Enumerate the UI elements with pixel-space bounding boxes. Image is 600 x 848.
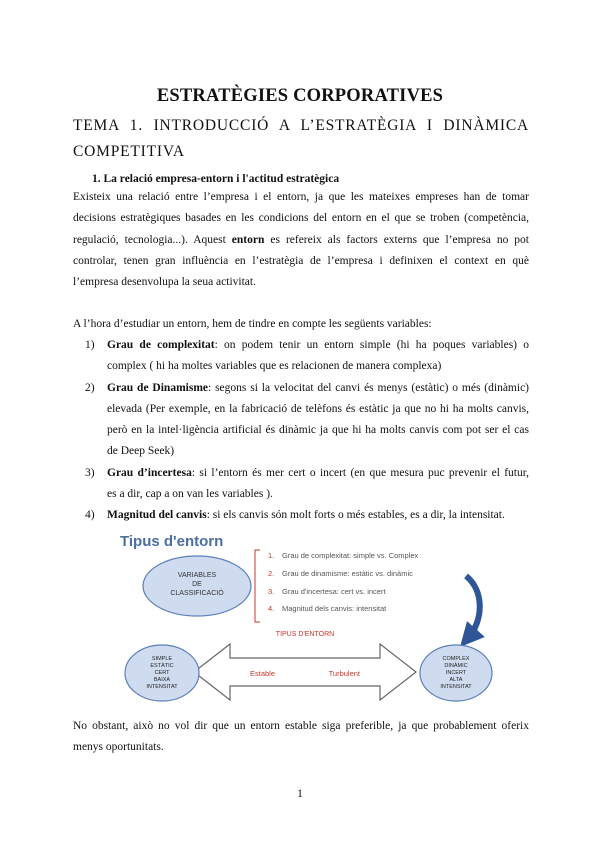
document-title: ESTRATÈGIES CORPORATIVES [156, 86, 444, 106]
svg-text:4.: 4. [268, 604, 275, 613]
arrow-title: TIPUS D'ENTORN [275, 631, 335, 638]
list-item: 4) Magnitud del canvis: si els canvis són molt forts o més estables, es a dir, la intensitat. [85, 509, 505, 522]
svg-text:Grau de dinamisme: estàtic vs.: Grau de dinamisme: estàtic vs. dinàmic [282, 569, 413, 578]
ellipse-label: VARIABLES [177, 572, 217, 579]
list-item: 2) Grau de Dinamisme: segons si la velocitat del canvi és menys (estàtic) o més (dinàmic) elevada (Per exemple, en la fabricació de telèfons és estàtic ja que no hi ha molts canvis, però en la intel·ligència artificial és dinàmic ja que hi ha molts canvis com pot ser el cas de Deep Seek) [85, 381, 529, 458]
paragraph-line: controlar, tenen gran influència en l’estratègia de l’empresa i definixen el context en què [73, 254, 529, 267]
svg-text:BAIXA: BAIXA [153, 677, 171, 683]
paragraph-line: Existeix una relació entre l’empresa i el entorn, ja que les mateixes empreses han de tomar [73, 191, 529, 203]
list-item: 1) Grau de complexitat: on podem tenir un entorn simple (hi ha poques variables) o complex ( hi ha moltes variables que es relacionen de manera complexa) [85, 339, 529, 373]
closing-paragraph [73, 716, 529, 759]
svg-text:SIMPLE: SIMPLE [151, 656, 173, 662]
curved-arrow-icon [466, 576, 480, 638]
tema-heading-line1: TEMA 1. INTRODUCCIÓ A L’ESTRATÈGIA I DINÀMICA [73, 117, 529, 134]
paragraph-line: No obstant, això no vol dir que un entorn estable siga preferible, ja que probablement oferix [73, 720, 529, 732]
term-magnitud: Magnitud del canvis [107, 509, 207, 522]
classification-list [268, 551, 419, 613]
list-item: 3) Grau d’incertesa: si l’entorn és mer cert o incert (en que mesura puc prevenir el futur, es a dir, cap a on van les variables ). [85, 466, 529, 501]
paragraph-line: l’empresa desenvolupa la seua activitat. [73, 276, 256, 289]
paragraph-line: decisions estratègiques basades en les condicions del entorn en el que se troben (competència, [73, 212, 529, 225]
svg-text:INCERT: INCERT [445, 670, 467, 676]
diagram-title: Tipus d'entorn [120, 533, 224, 550]
variables-intro: A l’hora d’estudiar un entorn, hem de tindre en compte les següents variables: [73, 318, 432, 330]
variables-list [73, 335, 529, 527]
section-heading: 1. La relació empresa-entorn i l'actitud estratègica [92, 173, 340, 185]
term-entorn: entorn [231, 233, 265, 246]
svg-text:Grau de complexitat: simple vs: Grau de complexitat: simple vs. Complex [282, 551, 419, 560]
svg-text:1.: 1. [268, 551, 275, 560]
svg-text:ALTA: ALTA [449, 677, 463, 683]
ellipse-label: DE [192, 581, 202, 588]
ellipse-label: CLASSIFICACIÓ [170, 590, 224, 597]
term-incertesa: Grau d’incertesa [107, 466, 192, 479]
double-arrow-icon [194, 644, 416, 700]
svg-text:Grau d'incertesa: cert vs. inc: Grau d'incertesa: cert vs. incert [282, 587, 386, 596]
paragraph-line: regulació, tecnologia...). Aquest entorn es refereix als factors externs que l’empresa no pot [73, 233, 529, 246]
svg-text:Magnitud dels canvis: intensit: Magnitud dels canvis: intensitat [282, 604, 387, 613]
arrow-right-label: Turbulent [328, 669, 360, 678]
svg-text:INTENSITAT: INTENSITAT [146, 684, 178, 690]
tema-heading-line2: COMPETITIVA [73, 143, 185, 160]
svg-text:DINÀMIC: DINÀMIC [444, 663, 468, 669]
paragraph-line: menys oportunitats. [73, 741, 164, 754]
arrow-left-label: Estable [250, 669, 276, 678]
term-dinamisme: Grau de Dinamisme [107, 381, 209, 394]
svg-text:INTENSITAT: INTENSITAT [440, 684, 472, 690]
paragraph-entorn [73, 187, 529, 293]
term-complexitat: Grau de complexitat [107, 339, 215, 351]
svg-text:COMPLEX: COMPLEX [442, 656, 470, 662]
page-number: 1 [297, 788, 303, 800]
svg-text:CERT: CERT [154, 670, 170, 676]
svg-text:3.: 3. [268, 587, 275, 596]
svg-text:ESTÀTIC: ESTÀTIC [150, 663, 174, 669]
list-bracket [255, 550, 260, 622]
svg-text:2.: 2. [268, 569, 275, 578]
tipus-entorn-diagram [112, 528, 498, 708]
